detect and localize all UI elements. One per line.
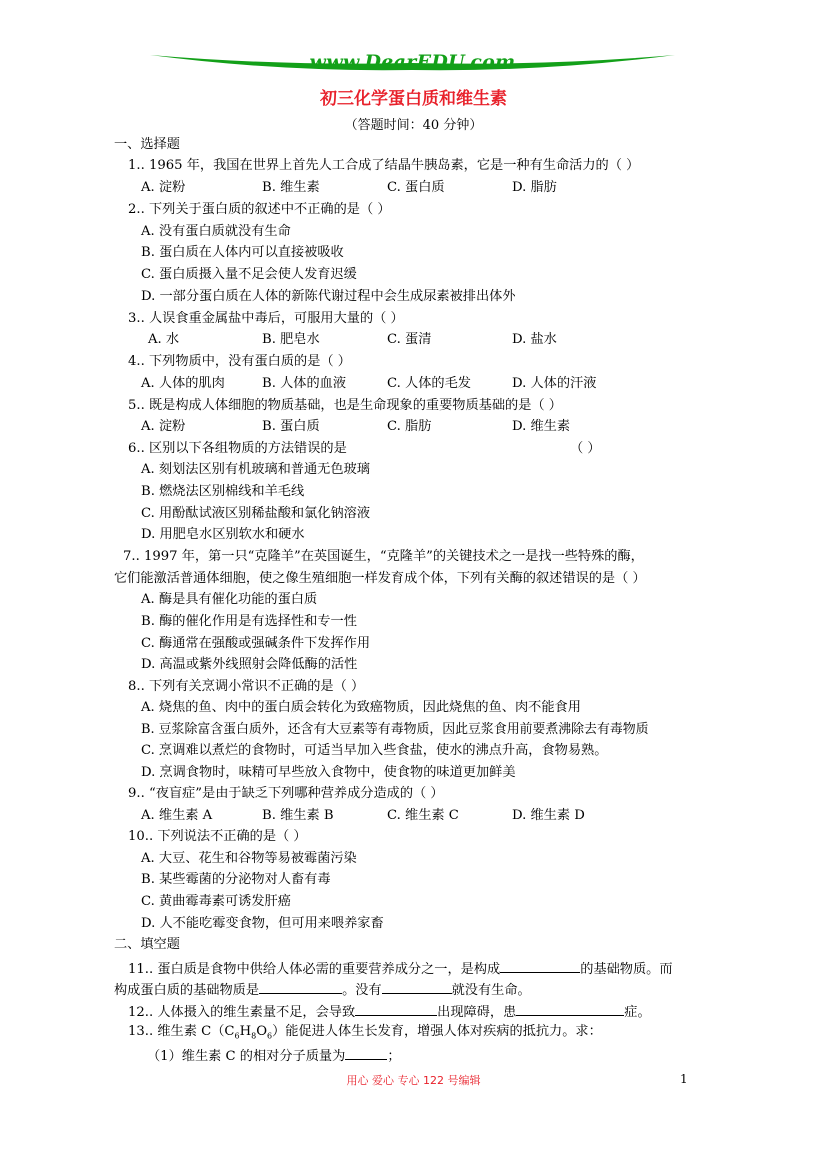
question-6-answer-paren: （ ） [570, 441, 601, 456]
option-c: C. 烹调难以煮烂的食物时，可适当早加入些食盐，使水的沸点升高，食物易熟。 [141, 743, 608, 758]
question-8: 8.. 下列有关烹调小常识不正确的是（ ） [128, 679, 365, 694]
option-a: A. 酶是具有催化功能的蛋白质 [141, 592, 318, 607]
option-d: D. 盐水 [512, 332, 557, 347]
option-c: C. 黄曲霉毒素可诱发肝癌 [141, 894, 291, 909]
q12-text-1: 12.. 人体摄入的维生素量不足，会导致 [128, 1005, 356, 1020]
q13-sub-end: ； [387, 1049, 401, 1064]
q11-text-1: 11.. 蛋白质是食物中供给人体必需的重要营养成分之一，是构成 [128, 962, 501, 977]
option-b: B. 维生素 [262, 180, 320, 195]
question-1: 1.. 1965 年，我国在世界上首先人工合成了结晶牛胰岛素，它是一种有生命活力的（ ） [128, 158, 640, 173]
option-c: C. 人体的毛发 [387, 376, 471, 391]
option-c: C. 蛋白质摄入量不足会使人发育迟缓 [141, 267, 357, 282]
fill-blank[interactable] [345, 1046, 387, 1060]
option-d: D. 人不能吃霉变食物，但可用来喂养家畜 [141, 916, 384, 931]
subscript: 6 [234, 1031, 240, 1041]
question-7-line-2: 它们能激活普通体细胞，使之像生殖细胞一样发育成个体，下列有关酶的叙述错误的是（ ） [114, 571, 646, 586]
option-a: A. 淀粉 [141, 419, 186, 434]
q11-text-2: 的基础物质。而 [580, 962, 673, 977]
question-11-line-1 [128, 959, 673, 978]
option-d: D. 人体的汗液 [512, 376, 597, 391]
option-c: C. 酶通常在强酸或强碱条件下发挥作用 [141, 636, 371, 651]
option-d: D. 高温或紫外线照射会降低酶的活性 [141, 657, 358, 672]
option-a: A. 没有蛋白质就没有生命 [141, 224, 291, 239]
fill-blank[interactable] [382, 980, 452, 994]
option-a: A. 维生素 A [141, 808, 213, 823]
option-d: D. 脂肪 [512, 180, 557, 195]
question-13 [128, 1024, 602, 1045]
page-title: 初三化学蛋白质和维生素 [320, 89, 507, 109]
question-13-sub-1 [147, 1046, 401, 1065]
subscript: 6 [267, 1031, 273, 1041]
q13-text-2: ）能促进人体生长发育，增强人体对疾病的抵抗力。求： [272, 1024, 602, 1039]
q13-sub-text: （1）维生素 C 的相对分子质量为 [147, 1049, 346, 1064]
fill-blank[interactable] [500, 959, 580, 973]
option-a: A. 烧焦的鱼、肉中的蛋白质会转化为致癌物质，因此烧焦的鱼、肉不能食用 [141, 700, 581, 715]
option-d: D. 维生素 D [512, 808, 585, 823]
q11-text-3: 构成蛋白质的基础物质是 [114, 983, 260, 998]
q13-text-1: 13.. 维生素 C（C [128, 1024, 235, 1039]
option-c: C. 维生素 C [387, 808, 459, 823]
question-11-line-2 [114, 980, 531, 999]
option-b: B. 维生素 B [262, 808, 334, 823]
fill-blank[interactable] [516, 1002, 624, 1016]
logo-text: www.DearEDU.com [309, 51, 516, 73]
subscript: 8 [251, 1031, 257, 1041]
question-9: 9.. “夜盲症”是由于缺乏下列哪种营养成分造成的（ ） [128, 786, 444, 801]
option-a: A. 水 [148, 332, 180, 347]
question-10: 10.. 下列说法不正确的是（ ） [128, 829, 307, 844]
option-b: B. 酶的催化作用是有选择性和专一性 [141, 614, 357, 629]
footer-text: 用心 爱心 专心 122 号编辑 [346, 1074, 481, 1087]
option-a: A. 淀粉 [141, 180, 186, 195]
logo [150, 50, 675, 80]
question-2: 2.. 下列关于蛋白质的叙述中不正确的是（ ） [128, 202, 391, 217]
option-c: C. 用酚酞试液区别稀盐酸和氯化钠溶液 [141, 506, 371, 521]
option-c: C. 脂肪 [387, 419, 432, 434]
q11-text-5: 就没有生命。 [451, 983, 531, 998]
page-number: 1 [680, 1072, 688, 1086]
option-d: D. 一部分蛋白质在人体的新陈代谢过程中会生成尿素被排出体外 [141, 289, 516, 304]
question-3: 3.. 人误食重金属盐中毒后，可服用大量的（ ） [128, 311, 404, 326]
section-heading-choice: 一、选择题 [114, 137, 180, 152]
option-b: B. 蛋白质 [262, 419, 320, 434]
question-6: 6.. 区别以下各组物质的方法错误的是 [128, 441, 347, 456]
page-subtitle: （答题时间：40 分钟） [344, 118, 483, 133]
q12-text-3: 症。 [624, 1005, 651, 1020]
option-d: D. 烹调食物时，味精可早些放入食物中，使食物的味道更加鲜美 [141, 765, 516, 780]
option-a: A. 刻划法区别有机玻璃和普通无色玻璃 [141, 462, 370, 477]
option-b: B. 豆浆除富含蛋白质外，还含有大豆素等有毒物质，因此豆浆食用前要煮沸除去有毒物质 [141, 722, 649, 737]
formula-element: H [239, 1024, 252, 1039]
option-c: C. 蛋清 [387, 332, 432, 347]
option-b: B. 某些霉菌的分泌物对人畜有毒 [141, 872, 331, 887]
option-b: B. 肥皂水 [262, 332, 320, 347]
option-b: B. 蛋白质在人体内可以直接被吸收 [141, 245, 344, 260]
option-b: B. 燃烧法区别棉线和羊毛线 [141, 484, 305, 499]
option-d: D. 维生素 [512, 419, 571, 434]
option-c: C. 蛋白质 [387, 180, 445, 195]
question-7-line-1: 7.. 1997 年，第一只“克隆羊”在英国诞生，“克隆羊”的关键技术之一是找一些特殊的酶， [123, 549, 644, 564]
formula-element: O [256, 1024, 267, 1039]
option-d: D. 用肥皂水区别软水和硬水 [141, 527, 305, 542]
fill-blank[interactable] [355, 1002, 437, 1016]
question-12 [128, 1002, 651, 1021]
fill-blank[interactable] [259, 980, 342, 994]
section-heading-fill: 二、填空题 [114, 937, 180, 952]
option-a: A. 大豆、花生和谷物等易被霉菌污染 [141, 851, 357, 866]
q11-text-4: 。没有 [342, 983, 382, 998]
question-5: 5.. 既是构成人体细胞的物质基础，也是生命现象的重要物质基础的是（ ） [128, 398, 562, 413]
option-a: A. 人体的肌肉 [141, 376, 225, 391]
option-b: B. 人体的血液 [262, 376, 347, 391]
question-4: 4.. 下列物质中，没有蛋白质的是（ ） [128, 354, 351, 369]
q12-text-2: 出现障碍，患 [437, 1005, 517, 1020]
